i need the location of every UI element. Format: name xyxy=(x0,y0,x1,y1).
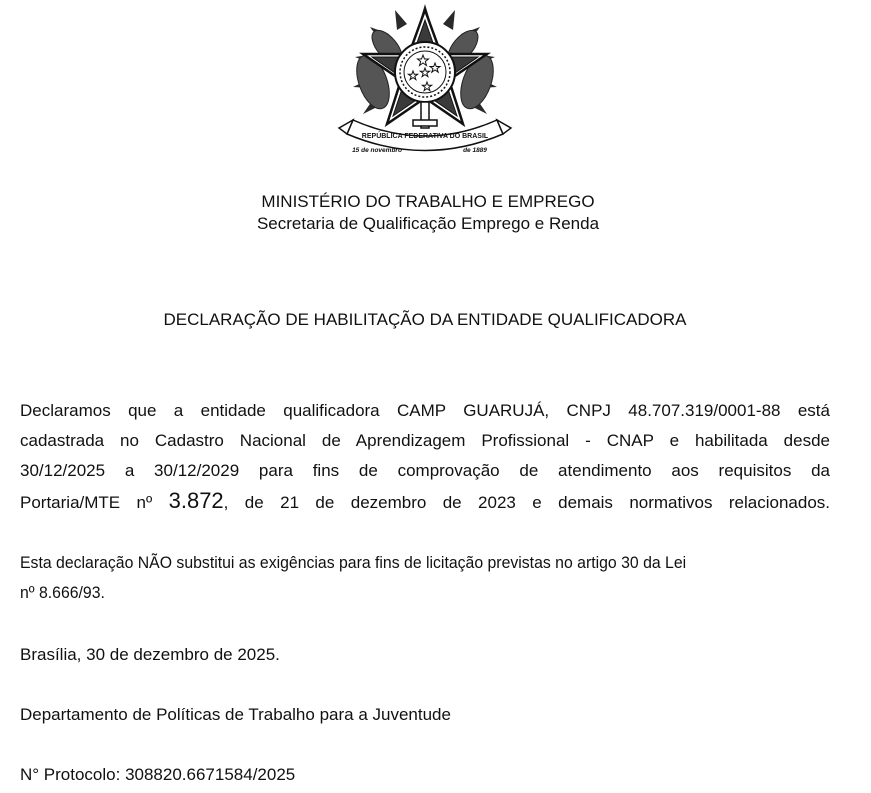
emblem-date-right: de 1889 xyxy=(463,147,487,154)
declaration-paragraph xyxy=(20,396,830,518)
department-name: Departamento de Políticas de Trabalho para a Juventude xyxy=(20,705,451,724)
declaration-line-1: Declaramos que a entidade qualificadora CAMP GUARUJÁ, CNPJ 48.707.319/0001-88 está xyxy=(20,401,830,420)
declaration-line-2: cadastrada no Cadastro Nacional de Aprendizagem Profissional - CNAP e habilitada desde xyxy=(20,431,830,450)
portaria-number: 3.872 xyxy=(168,488,224,513)
secretariat-name: Secretaria de Qualificação Emprego e Renda xyxy=(256,214,600,233)
ministry-name: MINISTÉRIO DO TRABALHO E EMPREGO xyxy=(261,192,595,211)
declaration-line-4 xyxy=(20,486,830,518)
portaria-suffix: , de 21 de dezembro de 2023 e demais normativos relacionados. xyxy=(223,493,830,512)
disclaimer-line-1 xyxy=(20,548,830,578)
declaration-line-3: 30/12/2025 a 30/12/2029 para fins de comprovação de atendimento aos requisitos da xyxy=(20,461,830,480)
emblem-date-left: 15 de novembro xyxy=(352,147,402,154)
disclaimer-text-2: nº 8.666/93. xyxy=(20,583,105,602)
disclaimer-paragraph xyxy=(20,548,830,608)
emblem-ribbon-text: REPÚBLICA FEDERATIVA DO BRASIL xyxy=(361,133,489,140)
document-title: DECLARAÇÃO DE HABILITAÇÃO DA ENTIDADE QUALIFICADORA xyxy=(163,310,687,329)
portaria-prefix: Portaria/MTE nº xyxy=(20,493,169,512)
place-date: Brasília, 30 de dezembro de 2025. xyxy=(20,645,280,664)
disclaimer-text-1: Esta declaração NÃO substitui as exigências para fins de licitação previstas no artigo 30 da Lei xyxy=(20,553,687,572)
disclaimer-line-2 xyxy=(20,578,830,608)
protocol-number: N° Protocolo: 308820.6671584/2025 xyxy=(20,765,296,784)
brazil-coat-of-arms-icon xyxy=(335,2,515,158)
document-header xyxy=(0,191,856,235)
